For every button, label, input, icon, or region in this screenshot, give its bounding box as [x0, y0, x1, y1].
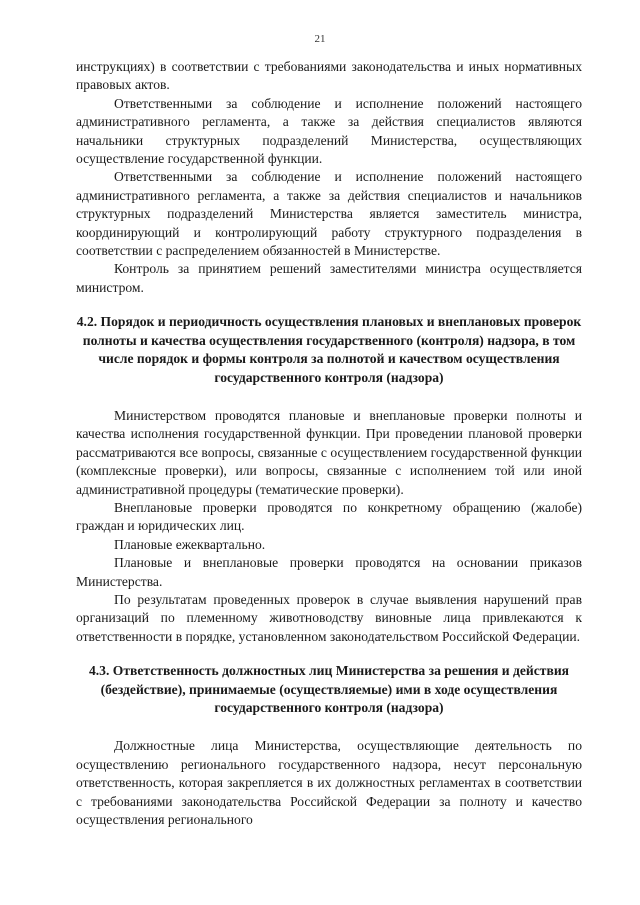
paragraph: Плановые ежеквартально.	[114, 536, 266, 552]
page-number: 21	[314, 33, 326, 45]
spacer	[76, 646, 582, 662]
paragraph: Контроль за принятием решений заместителями министра осуществляется министром.	[76, 261, 582, 295]
spacer	[76, 387, 582, 407]
paragraph: Ответственными за соблюдение и исполнение положений настоящего административного регламента, а также за действия специалистов являются начальники структурных подразделений Министерства, осуществляющих осуществление государственной функции.	[76, 95, 582, 167]
paragraph: Министерством проводятся плановые и внеплановые проверки полноты и качества исполнения государственной функции. При проведении плановой проверки рассматриваются все вопросы, связанные с осуществлением государственной функции (комплексные проверки), или вопросы, связанные с исполнением той или иной административной процедуры (тематические проверки).	[76, 407, 582, 497]
paragraph: инструкциях) в соответствии с требованиями законодательства и иных нормативных правовых актов.	[76, 59, 582, 93]
paragraph: Должностные лица Министерства, осуществляющие деятельность по осуществлению регионального государственного надзора, несут персональную ответственность, которая закрепляется в их должностных регламентах в соответствии с требованиями законодательства Российской Федерации за полноту и качество осуществления регионального	[76, 738, 582, 828]
paragraph: Внеплановые проверки проводятся по конкретному обращению (жалобе) граждан и юридических лиц.	[76, 499, 582, 534]
section-heading-4-3: 4.3. Ответственность должностных лиц Министерства за решения и действия (бездействие), принимаемые (осуществляемые) ими в ходе осуществления государственного контроля (надзора)	[88, 663, 570, 715]
paragraph: Ответственными за соблюдение и исполнение положений настоящего административного регламента, а также за действия специалистов и начальников структурных подразделений Министерства является заместитель министра, координирующий и контролирующий работу структурного подразделения в соответствии с распределением обязанностей в Министерстве.	[76, 169, 582, 259]
paragraph: Плановые и внеплановые проверки проводятся на основании приказов Министерства.	[76, 555, 582, 589]
document-body	[76, 58, 582, 829]
paragraph: По результатам проведенных проверок в случае выявления нарушений прав организаций по племенному животноводству виновные лица привлекаются к ответственности в порядке, установленном законодательством Российской Федерации.	[76, 591, 582, 644]
section-heading-4-2: 4.2. Порядок и периодичность осуществления плановых и внеплановых проверок полноты и качества осуществления государственного (контроля) надзора, в том числе порядок и формы контроля за полнотой и качеством осуществления государственного контроля (надзора)	[76, 314, 582, 385]
spacer	[76, 297, 582, 313]
spacer	[76, 717, 582, 737]
